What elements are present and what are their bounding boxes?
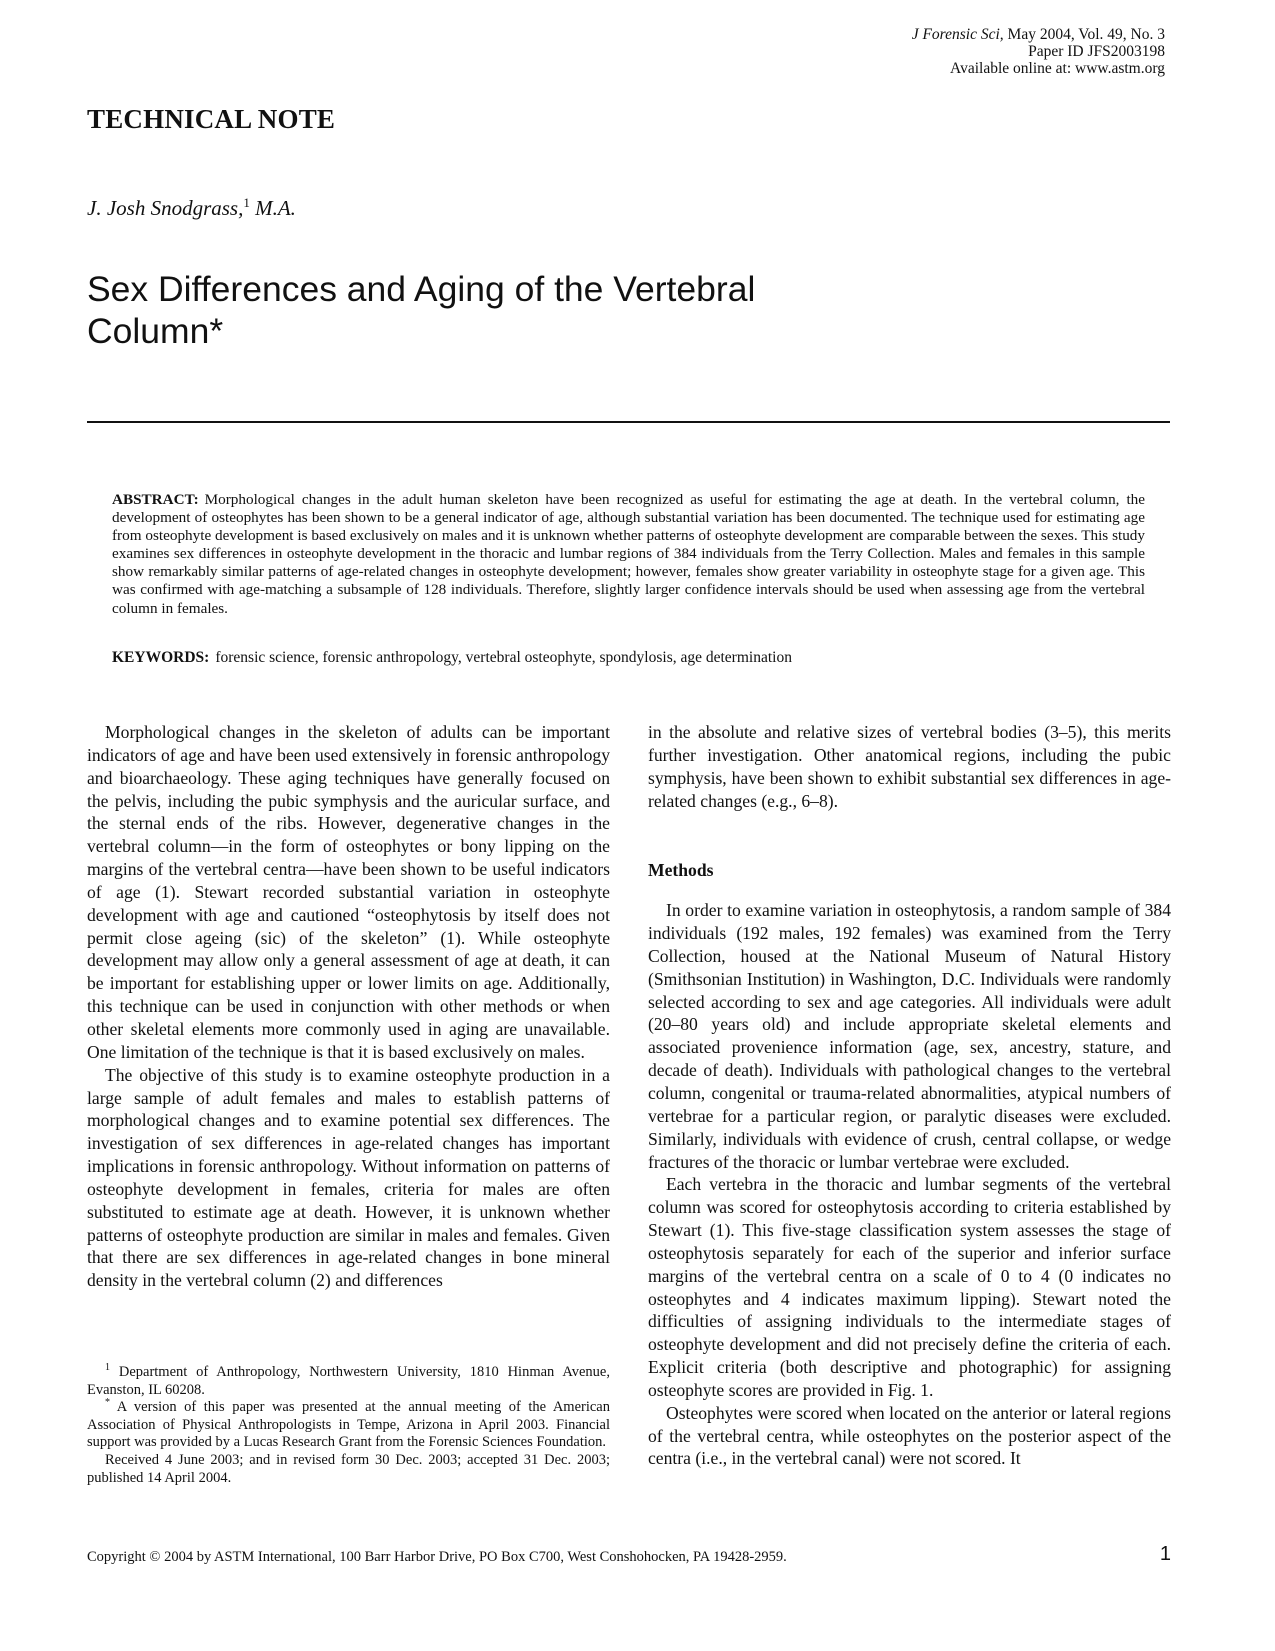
- body-paragraph-continued: in the absolute and relative sizes of vertebral bodies (3–5), this merits further investigation. Other anatomical regions, including the pubic symphysis, have been shown to exhibit substantial sex differences in age-related changes (e.g., 6–8).: [648, 722, 1171, 811]
- footnote-presentation: [87, 1399, 610, 1452]
- title-line-1: Sex Differences and Aging of the Vertebral: [87, 269, 756, 309]
- body-paragraph: The objective of this study is to examine osteophyte production in a large sample of adult females and males to establish patterns of morphological changes and to examine potential sex differences. The investigation of sex differences in age-related changes has important implications in forensic anthropology. Without information on patterns of osteophyte development in females, criteria for males are often substituted to estimate age at death. However, it is unknown whether patterns of osteophyte production are similar in males and females. Given that there are sex differences in age-related changes in bone mineral density in the vertebral column (2) and differences: [87, 1064, 610, 1291]
- abstract: [112, 491, 1145, 618]
- methods-heading: Methods: [648, 860, 714, 881]
- keywords-text: forensic science, forensic anthropology, vertebral osteophyte, spondylosis, age determination: [215, 649, 792, 666]
- body-paragraph: Morphological changes in the skeleton of adults can be important indicators of age and have been used extensively in forensic anthropology and bioarchaeology. These aging techniques have generally focused on the pelvis, including the pubic symphysis and the auricular surface, and the sternal ends of the ribs. However, degenerative changes in the vertebral column—in the form of osteophytes or bony lipping on the margins of the vertebral centra—have been shown to be useful indicators of age (1). Stewart recorded substantial variation in osteophyte development with age and cautioned “osteophytosis by itself does not permit close ageing (sic) of the skeleton” (1). While osteophyte development may allow only a general assessment of age at death, it can be important for establishing upper or lower limits on age. Additionally, this technique can be used in conjunction with other methods or when other skeletal elements more commonly used in aging are unavailable. One limitation of the technique is that it is based exclusively on males.: [87, 722, 610, 1062]
- author-degree: M.A.: [249, 196, 296, 220]
- paper-id: Paper ID JFS2003198: [1028, 43, 1165, 60]
- body-column-left: [87, 721, 610, 1292]
- keywords-label: KEYWORDS:: [112, 649, 210, 666]
- copyright-notice: Copyright © 2004 by ASTM International, 100 Barr Harbor Drive, PO Box C700, West Conshohocken, PA 19428-2959.: [87, 1549, 787, 1565]
- journal-header: [765, 26, 1165, 77]
- journal-abbrev: J Forensic Sci,: [911, 26, 1004, 43]
- author-name: J. Josh Snodgrass,: [87, 196, 244, 220]
- journal-citation: [765, 26, 1165, 43]
- author-line: [87, 196, 296, 221]
- footnotes: [87, 1364, 610, 1487]
- footnote-affiliation-text: Department of Anthropology, Northwestern University, 1810 Hinman Avenue, Evanston, IL 60208.: [87, 1364, 610, 1398]
- section-label: TECHNICAL NOTE: [87, 104, 336, 134]
- abstract-label: ABSTRACT:: [112, 491, 199, 508]
- footnote-mark: *: [105, 1397, 110, 1409]
- paper-title: [87, 268, 847, 352]
- journal-volume-info: May 2004, Vol. 49, No. 3: [1003, 26, 1165, 43]
- footnote-affiliation: [87, 1364, 610, 1399]
- footnote-received: Received 4 June 2003; and in revised form 30 Dec. 2003; accepted 31 Dec. 2003; published 14 April 2004.: [87, 1451, 610, 1486]
- methods-paragraph: In order to examine variation in osteophytosis, a random sample of 384 individuals (192 males, 192 females) was examined from the Terry Collection, housed at the National Museum of Natural History (Smithsonian Institution) in Washington, D.C. Individuals were randomly selected according to sex and age categories. All individuals were adult (20–80 years old) and include appropriate skeletal elements and associated provenience information (age, sex, ancestry, stature, and decade of death). Individuals with pathological changes to the vertebral column, congenital or trauma-related abnormalities, atypical numbers of vertebrae for a particular region, or paralytic diseases were excluded. Similarly, individuals with evidence of crush, central collapse, or wedge fractures of the thoracic or lumbar vertebrae were excluded.: [648, 900, 1171, 1172]
- title-divider: [87, 421, 1170, 423]
- body-column-right: [648, 721, 1171, 1470]
- methods-paragraph: Each vertebra in the thoracic and lumbar segments of the vertebral column was scored for osteophytosis according to criteria established by Stewart (1). This five-stage classification system assesses the stage of osteophytosis separately for each of the superior and inferior surface margins of the vertebral centra on a scale of 0 to 4 (0 indicates no osteophytes and 4 indicates maximum lipping). Stewart noted the difficulties of assigning individuals to the intermediate stages of osteophyte development and did not precisely define the criteria of each. Explicit criteria (both descriptive and photographic) for assigning osteophyte scores are provided in Fig. 1.: [648, 1174, 1171, 1400]
- availability-note: Available online at: www.astm.org: [950, 60, 1165, 77]
- page-number: 1: [1159, 1543, 1171, 1565]
- footnote-presentation-text: A version of this paper was presented at the annual meeting of the American Association of Physical Anthropologists in Tempe, Arizona in April 2003. Financial support was provided by a Lucas Research Grant from the Forensic Sciences Foundation.: [87, 1399, 610, 1451]
- keywords: [112, 649, 1145, 667]
- author-affiliation-mark: 1: [243, 195, 250, 210]
- title-line-2: Column*: [87, 311, 224, 351]
- abstract-text: Morphological changes in the adult human skeleton have been recognized as useful for estimating the age at death. In the vertebral column, the development of osteophytes has been shown to be a general indicator of age, although substantial variation has been documented. The technique used for estimating age from osteophyte development is based exclusively on males and it is unknown whether patterns of osteophyte development are comparable between the sexes. This study examines sex differences in osteophyte development in the thoracic and lumbar regions of 384 individuals from the Terry Collection. Males and females in this sample show remarkably similar patterns of age-related changes in osteophyte development; however, females show greater variability in osteophyte stage for a given age. This was confirmed with age-matching a subsample of 128 individuals. Therefore, slightly larger confidence intervals should be used when assessing age from the vertebral column in females.: [112, 491, 1145, 617]
- footnote-mark: 1: [105, 1362, 110, 1374]
- methods-paragraph: Osteophytes were scored when located on the anterior or lateral regions of the vertebral centra, while osteophytes on the posterior aspect of the centra (i.e., in the vertebral canal) were not scored. It: [648, 1402, 1171, 1469]
